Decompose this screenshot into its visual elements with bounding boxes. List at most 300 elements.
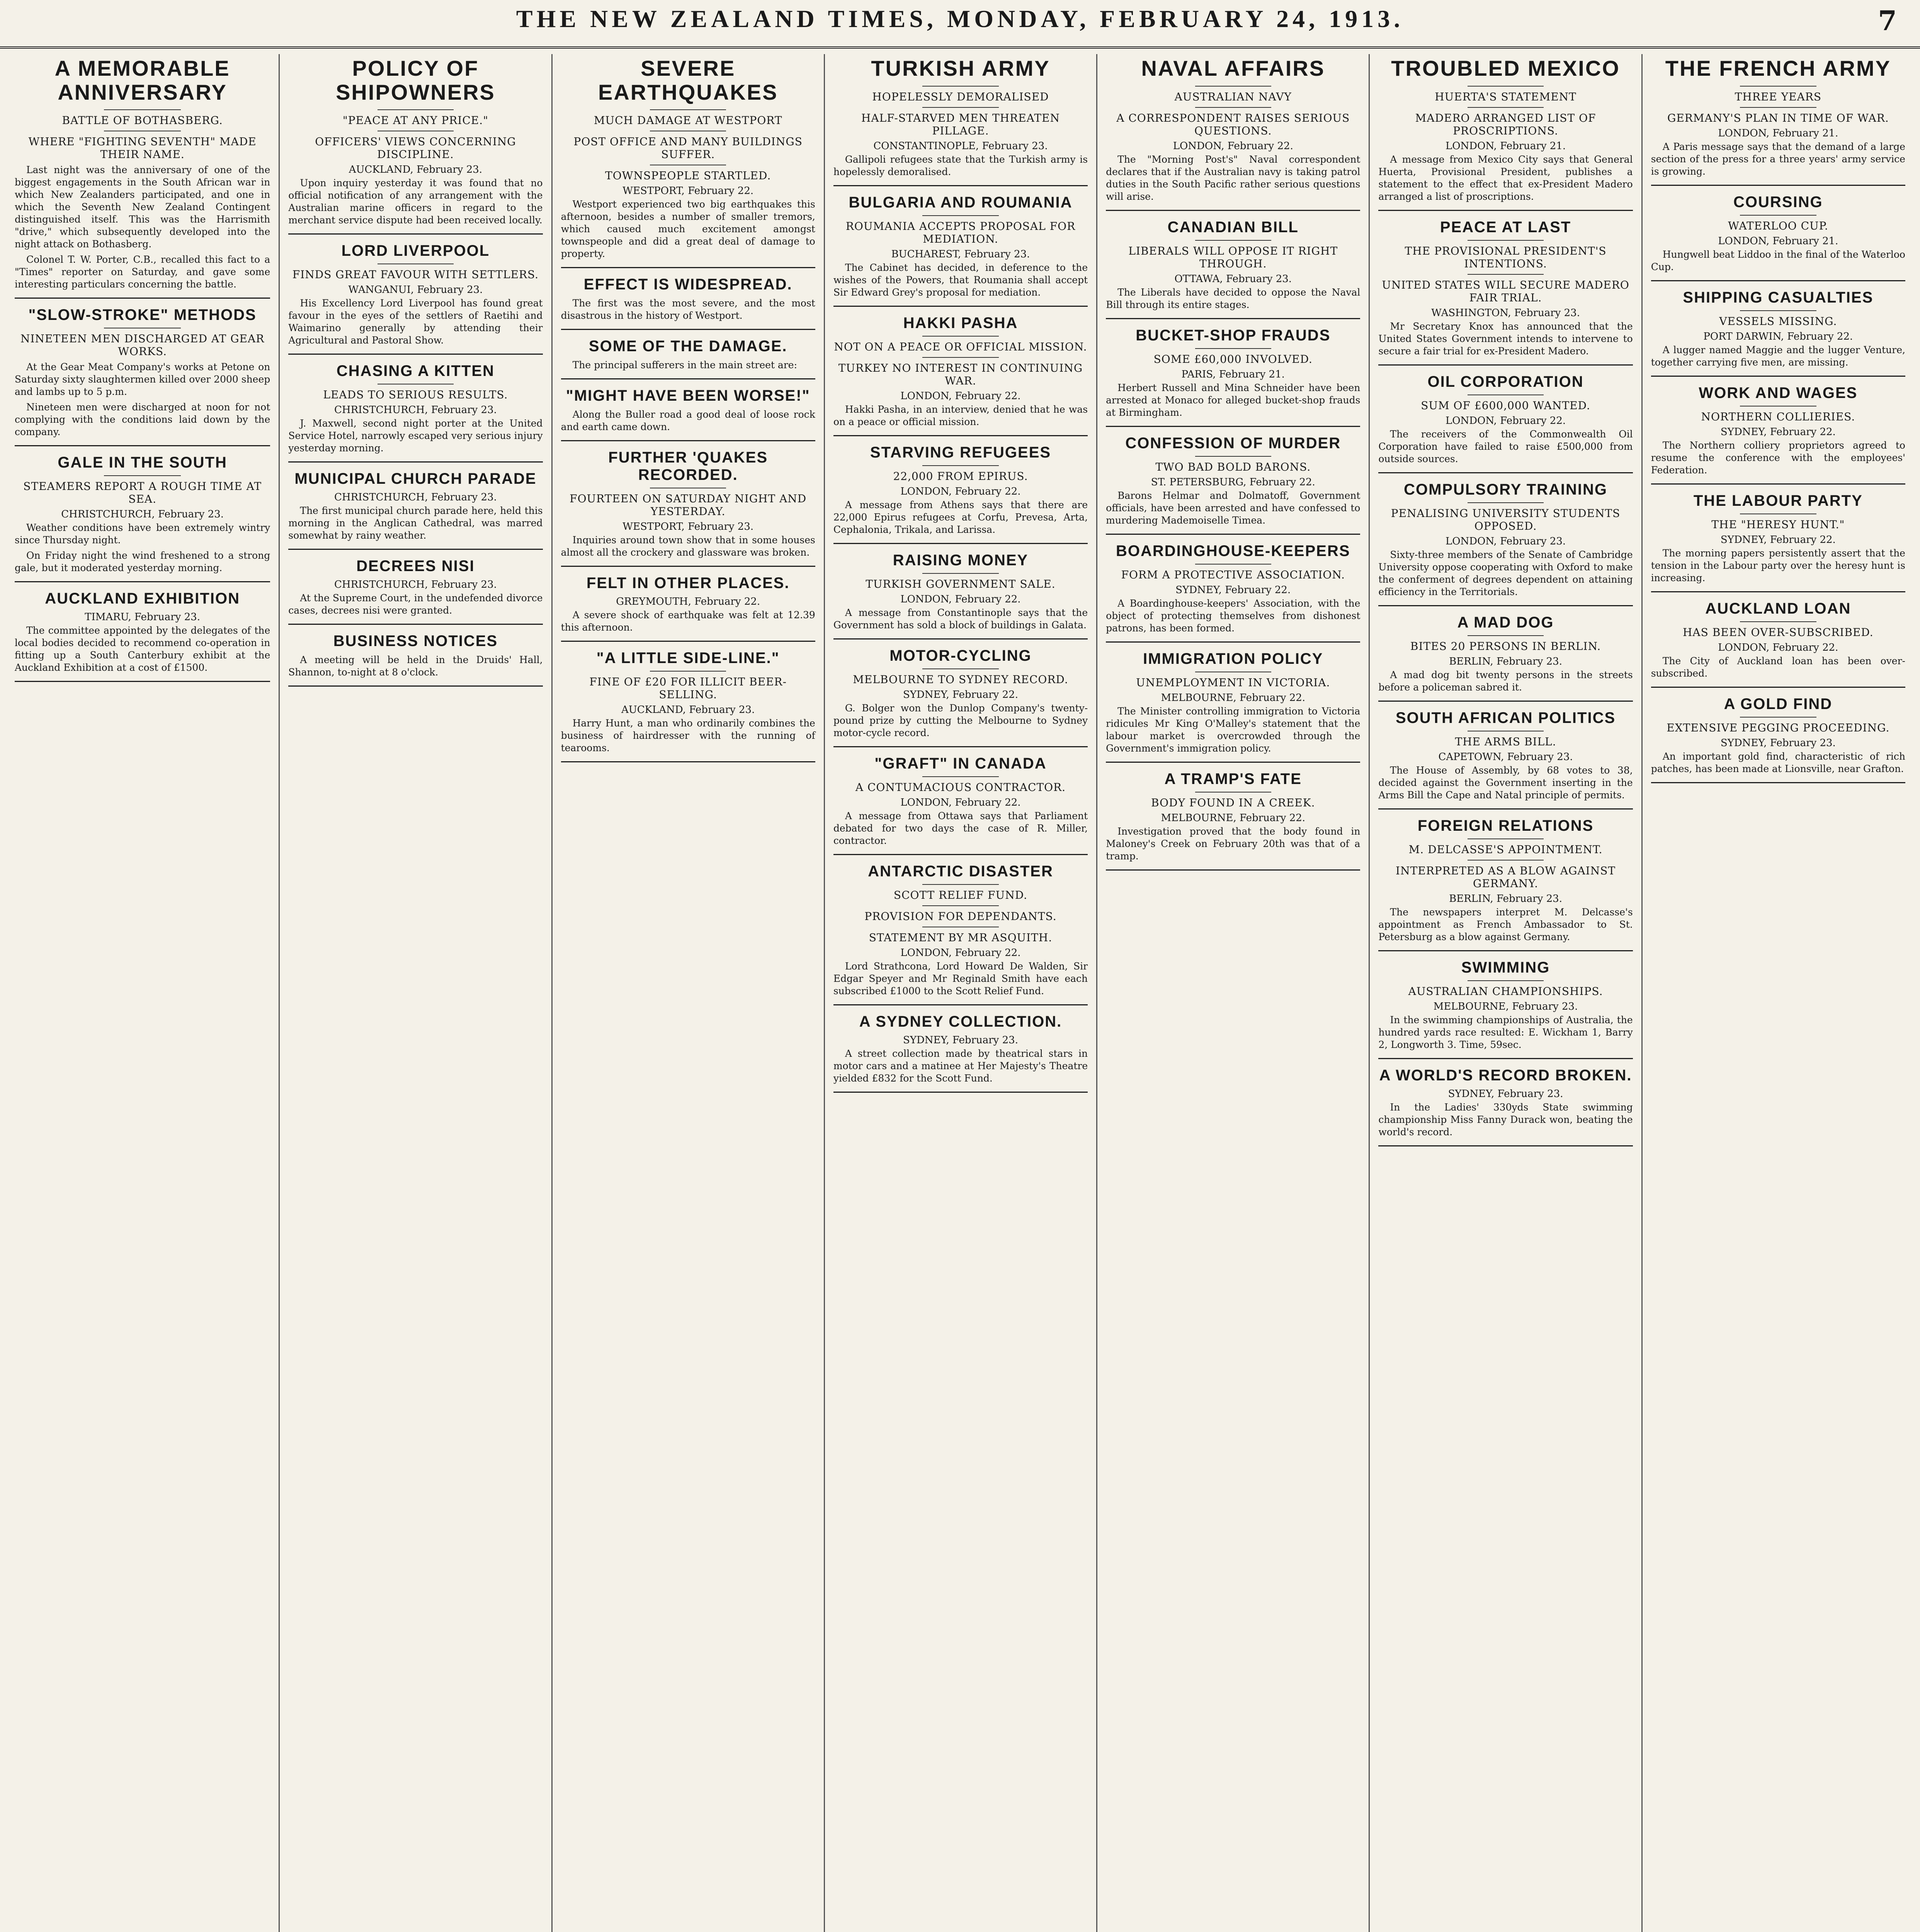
article-headline: A MAD DOG: [1457, 614, 1554, 631]
section-separator: [1378, 1058, 1633, 1059]
article-subheading: PROVISION FOR DEPENDANTS.: [864, 910, 1057, 923]
article: [1651, 600, 1905, 680]
article: [1378, 56, 1633, 203]
article-headline: DECREES NISI: [356, 558, 475, 575]
article-paragraph: Weather conditions have been extremely wintry since Thursday night.: [15, 522, 270, 546]
article-subheading: POST OFFICE AND MANY BUILDINGS SUFFER.: [573, 135, 803, 161]
article: [15, 454, 270, 574]
divider: [1195, 348, 1271, 349]
newspaper-title: THE NEW ZEALAND TIMES, MONDAY, FEBRUARY 24, 1913.: [516, 5, 1404, 32]
article-dateline: TIMARU, February 23.: [85, 611, 200, 623]
article-subheading: MUCH DAMAGE AT WESTPORT: [594, 114, 782, 127]
article-subheading: STEAMERS REPORT A ROUGH TIME AT SEA.: [23, 480, 262, 506]
article-headline: TROUBLED MEXICO: [1391, 56, 1620, 80]
article-headline: AUCKLAND LOAN: [1705, 600, 1851, 617]
article-paragraph: Gallipoli refugees state that the Turkish army is hopelessly demoralised.: [833, 153, 1088, 177]
article-paragraph: At the Gear Meat Company's works at Petone on Saturday sixty slaughtermen killed over 2000 sheep and lambs up to 5 p.m.: [15, 361, 270, 398]
article-paragraph: The receivers of the Commonwealth Oil Corporation have failed to raise £500,000 from outside sources.: [1378, 428, 1633, 464]
article-headline: SOUTH AFRICAN POLITICS: [1395, 709, 1616, 726]
article: [1106, 219, 1360, 311]
divider: [1195, 564, 1271, 565]
article: [1378, 481, 1633, 598]
divider: [922, 465, 998, 466]
article-dateline: BERLIN, February 23.: [1449, 893, 1562, 905]
article-dateline: WANGANUI, February 23.: [348, 284, 483, 296]
divider: [922, 336, 998, 337]
article: [1651, 56, 1905, 178]
divider: [1740, 310, 1816, 311]
article-subheading: MADERO ARRANGED LIST OF PROSCRIPTIONS.: [1415, 111, 1596, 137]
divider: [1740, 215, 1816, 216]
article-subheading: WHERE "FIGHTING SEVENTH" MADE THEIR NAME.: [28, 135, 257, 161]
article-headline: CANADIAN BILL: [1167, 218, 1299, 236]
article-paragraph: Last night was the anniversary of one of the biggest engagements in the South African war in which New Zealanders participated, and one in which the Seventh New Zealand Contingent distinguished itself. This was the Harrismith "drive," which subsequently developed into the night attack on Bothasberg.: [15, 164, 270, 250]
article-paragraph: A message from Mexico City says that General Huerta, Provisional President, publishes a statement to the effect that ex-President Madero arranged a list of proscriptions.: [1378, 153, 1633, 202]
column-1: [6, 54, 279, 1932]
article-paragraph: A severe shock of earthquake was felt at 12.39 this afternoon.: [561, 609, 815, 633]
article: [1651, 696, 1905, 775]
article-paragraph: Sixty-three members of the Senate of Cambridge University oppose cooperating with Oxford to make the conferment of degrees dependent on attaining efficiency in the Territorials.: [1378, 549, 1633, 597]
article-subheading: AUSTRALIAN NAVY: [1174, 90, 1292, 103]
article-headline: A SYDNEY COLLECTION.: [859, 1013, 1062, 1030]
section-separator: [288, 461, 542, 463]
divider: [922, 107, 998, 108]
article-paragraph: Colonel T. W. Porter, C.B., recalled this fact to a "Times" reporter on Saturday, and gave some interesting particulars concerning the battle.: [15, 254, 270, 290]
divider: [922, 905, 998, 906]
article-headline: WORK AND WAGES: [1699, 384, 1858, 401]
article: [1106, 56, 1360, 203]
article: [561, 575, 815, 634]
article-paragraph: A meeting will be held in the Druids' Hall, Shannon, to-night at 8 o'clock.: [288, 654, 543, 678]
divider: [1468, 860, 1544, 861]
article-subheading: FINE OF £20 FOR ILLICIT BEER-SELLING.: [589, 675, 787, 701]
article: [1651, 492, 1905, 584]
article-subheading: UNEMPLOYMENT IN VICTORIA.: [1136, 676, 1330, 689]
divider: [1468, 86, 1544, 87]
divider: [1740, 717, 1816, 718]
article-headline: "SLOW-STROKE" METHODS: [28, 306, 257, 324]
section-separator: [1378, 950, 1633, 951]
article-paragraph: A message from Ottawa says that Parliament debated for two days the case of R. Miller, contractor.: [833, 810, 1088, 846]
section-separator: [833, 185, 1088, 186]
article-headline: FELT IN OTHER PLACES.: [586, 575, 790, 592]
article-subheading: THE PROVISIONAL PRESIDENT'S INTENTIONS.: [1405, 244, 1607, 270]
section-separator: [561, 378, 815, 379]
article-paragraph: Lord Strathcona, Lord Howard De Walden, Sir Edgar Speyer and Mr Reginald Smith have each subscribed £1000 to the Scott Relief Fund.: [833, 960, 1088, 997]
article: [1106, 650, 1360, 755]
article-paragraph: G. Bolger won the Dunlop Company's twenty-pound prize by cutting the Melbourne to Sydney motor-cycle record.: [833, 702, 1088, 738]
article-subheading: HALF-STARVED MEN THREATEN PILLAGE.: [861, 111, 1060, 137]
article-subheading: TURKISH GOVERNMENT SALE.: [866, 577, 1056, 590]
article-headline: AUCKLAND EXHIBITION: [45, 590, 240, 607]
article-paragraph: Along the Buller road a good deal of loose rock and earth came down.: [561, 409, 815, 433]
article-subheading: NORTHERN COLLIERIES.: [1701, 410, 1855, 423]
article-headline: MUNICIPAL CHURCH PARADE: [294, 470, 537, 488]
article-headline: EFFECT IS WIDESPREAD.: [583, 276, 792, 293]
article-headline: FOREIGN RELATIONS: [1417, 817, 1594, 834]
article-dateline: LONDON, February 21.: [1718, 235, 1838, 247]
article: [833, 444, 1088, 536]
article-dateline: BUCHAREST, February 23.: [891, 248, 1030, 260]
article: [1378, 817, 1633, 943]
article-paragraph: A street collection made by theatrical stars in motor cars and a matinee at Her Majesty's Theatre yielded £832 for the Scott Fund.: [833, 1048, 1088, 1084]
article-subheading: LEADS TO SERIOUS RESULTS.: [323, 388, 508, 401]
divider: [1740, 86, 1816, 87]
article-headline: COMPULSORY TRAINING: [1404, 481, 1608, 498]
divider: [922, 573, 998, 574]
article-subheading: SCOTT RELIEF FUND.: [893, 888, 1028, 901]
article-subheading: HUERTA'S STATEMENT: [1435, 90, 1576, 103]
article-subheading: LIBERALS WILL OPPOSE IT RIGHT THROUGH.: [1128, 244, 1338, 270]
section-separator: [1106, 869, 1360, 871]
divider: [378, 109, 454, 110]
section-separator: [833, 638, 1088, 639]
article-subheading: INTERPRETED AS A BLOW AGAINST GERMANY.: [1396, 864, 1616, 890]
article-paragraph: Inquiries around town show that in some houses almost all the crockery and glassware was broken.: [561, 534, 815, 558]
article-paragraph: Upon inquiry yesterday it was found that no official notification of any arrangement with the Australian marine officers in regard to the merchant service dispute had been received locally.: [288, 177, 543, 226]
article-dateline: LONDON, February 22.: [900, 796, 1021, 808]
article-subheading: WATERLOO CUP.: [1728, 219, 1828, 232]
column-grid: [6, 54, 1914, 1932]
section-separator: [561, 566, 815, 567]
section-separator: [15, 298, 270, 299]
article-subheading: SOME £60,000 INVOLVED.: [1153, 352, 1313, 366]
article: [561, 56, 815, 260]
article-paragraph: Investigation proved that the body found in Maloney's Creek on February 20th was that of a tramp.: [1106, 825, 1360, 862]
article-subheading: FINDS GREAT FAVOUR WITH SETTLERS.: [292, 268, 539, 281]
article-subheading: NINETEEN MEN DISCHARGED AT GEAR WORKS.: [20, 332, 265, 358]
article: [288, 633, 542, 679]
article-paragraph: A mad dog bit twenty persons in the streets before a policeman sabred it.: [1378, 669, 1633, 693]
article-paragraph: The Liberals have decided to oppose the Naval Bill through its entire stages.: [1106, 286, 1360, 310]
article: [833, 552, 1088, 631]
section-separator: [1651, 687, 1905, 688]
article-dateline: LONDON, February 23.: [1445, 535, 1566, 547]
section-separator: [1378, 605, 1633, 606]
section-separator: [1106, 762, 1360, 763]
article: [833, 315, 1088, 428]
article: [833, 194, 1088, 299]
article: [561, 387, 815, 433]
article-paragraph: The newspapers interpret M. Delcasse's appointment as French Ambassador to St. Petersburg as a blow against Germany.: [1378, 906, 1633, 942]
article: [833, 863, 1088, 997]
article-paragraph: The Northern colliery proprietors agreed to resume the conference with the employees' Federation.: [1651, 439, 1905, 476]
article-dateline: LONDON, February 22.: [900, 390, 1021, 402]
article-dateline: CHRISTCHURCH, February 23.: [334, 492, 497, 503]
divider: [650, 671, 726, 672]
article-headline: LORD LIVERPOOL: [341, 242, 490, 260]
section-separator: [833, 306, 1088, 307]
article: [15, 306, 270, 438]
article-paragraph: His Excellency Lord Liverpool has found great favour in the eyes of the settlers of Raetihi and Waimarino generally by attending their Agricultural and Pastoral Show.: [288, 298, 543, 346]
article-dateline: LONDON, February 22.: [900, 593, 1021, 605]
article-headline: MOTOR-CYCLING: [889, 647, 1032, 664]
divider: [1195, 456, 1271, 457]
article-paragraph: A Paris message says that the demand of a large section of the press for a three years' army service is growing.: [1651, 141, 1905, 177]
article-headline: BOARDINGHOUSE-KEEPERS: [1116, 542, 1350, 560]
article-dateline: SYDNEY, February 22.: [1720, 534, 1836, 546]
article-subheading: TURKEY NO INTEREST IN CONTINUING WAR.: [838, 361, 1083, 387]
article-headline: OIL CORPORATION: [1427, 373, 1584, 390]
article-subheading: ROUMANIA ACCEPTS PROPOSAL FOR MEDIATION.: [845, 219, 1076, 245]
article-dateline: CAPETOWN, February 23.: [1438, 751, 1573, 763]
article-dateline: CONSTANTINOPLE, February 23.: [873, 140, 1048, 152]
divider: [1195, 86, 1271, 87]
article-dateline: CHRISTCHURCH, February 23.: [61, 509, 224, 520]
section-separator: [1106, 318, 1360, 319]
divider: [1195, 107, 1271, 108]
section-separator: [1651, 185, 1905, 186]
article: [1106, 770, 1360, 862]
section-separator: [1651, 591, 1905, 592]
section-separator: [1651, 483, 1905, 485]
article: [1378, 709, 1633, 801]
article-dateline: PARIS, February 21.: [1181, 368, 1285, 380]
section-separator: [288, 354, 542, 355]
article-dateline: LONDON, February 22.: [900, 485, 1021, 497]
article-subheading: FORM A PROTECTIVE ASSOCIATION.: [1121, 568, 1345, 581]
article: [15, 56, 270, 291]
section-separator: [288, 233, 542, 235]
article-subheading: THE ARMS BILL.: [1455, 735, 1556, 748]
divider: [1468, 107, 1544, 108]
article-paragraph: Barons Helmar and Dolmatoff, Government officials, have been arrested and have confessed to murdering Mademoiselle Timea.: [1106, 490, 1360, 526]
article: [1651, 289, 1905, 369]
article-subheading: HOPELESSLY DEMORALISED: [872, 90, 1049, 103]
article-subheading: HAS BEEN OVER-SUBSCRIBED.: [1682, 626, 1874, 639]
divider: [1468, 240, 1544, 241]
article-subheading: THREE YEARS: [1735, 90, 1822, 103]
article-dateline: AUCKLAND, February 23.: [621, 704, 755, 716]
article-headline: A GOLD FIND: [1724, 695, 1833, 713]
section-separator: [1106, 534, 1360, 535]
article-headline: BULGARIA AND ROUMANIA: [849, 194, 1073, 211]
article-paragraph: The principal sufferers in the main street are:: [572, 359, 798, 371]
article-paragraph: Nineteen men were discharged at noon for not complying with the conditions laid down by the company.: [15, 401, 270, 438]
article-headline: NAVAL AFFAIRS: [1141, 56, 1325, 80]
article-headline: SWIMMING: [1461, 959, 1550, 976]
divider: [1468, 838, 1544, 839]
divider: [1468, 635, 1544, 636]
article-dateline: CHRISTCHURCH, February 23.: [334, 579, 497, 591]
article-subheading: PENALISING UNIVERSITY STUDENTS OPPOSED.: [1391, 507, 1621, 532]
article-headline: COURSING: [1733, 193, 1823, 211]
article-headline: TURKISH ARMY: [871, 56, 1050, 80]
article-subheading: NOT ON A PEACE OR OFFICIAL MISSION.: [834, 340, 1087, 353]
divider: [1468, 502, 1544, 503]
section-separator: [288, 685, 542, 687]
article-paragraph: J. Maxwell, second night porter at the United Service Hotel, narrowly escaped very serious injury yesterday morning.: [288, 418, 543, 454]
column-2: [279, 54, 551, 1932]
article-headline: CONFESSION OF MURDER: [1125, 434, 1341, 452]
article-headline: GALE IN THE SOUTH: [58, 454, 227, 471]
article: [561, 449, 815, 559]
article-paragraph: A message from Athens says that there are 22,000 Epirus refugees at Corfu, Prevesa, Arta, Cephalonia, Trikala, and Larissa.: [833, 499, 1088, 535]
section-separator: [1106, 210, 1360, 211]
article-dateline: MELBOURNE, February 22.: [1161, 692, 1306, 704]
article-paragraph: The first municipal church parade here, held this morning in the Anglican Cathedral, was marred somewhat by rainy weather.: [288, 505, 543, 541]
article-paragraph: A lugger named Maggie and the lugger Venture, together carrying five men, are missing.: [1651, 344, 1905, 368]
article-subheading: SUM OF £600,000 WANTED.: [1421, 399, 1590, 412]
article-headline: "GRAFT" IN CANADA: [874, 755, 1047, 772]
section-separator: [561, 329, 815, 330]
article-subheading: M. DELCASSE'S APPOINTMENT.: [1408, 843, 1603, 856]
article-dateline: MELBOURNE, February 22.: [1161, 812, 1306, 824]
section-separator: [288, 624, 542, 625]
article: [561, 338, 815, 371]
article-dateline: WESTPORT, February 23.: [622, 521, 754, 533]
section-separator: [1651, 280, 1905, 281]
article: [288, 242, 542, 347]
section-separator: [1378, 701, 1633, 702]
article: [561, 276, 815, 322]
article: [288, 56, 542, 226]
article-subheading: EXTENSIVE PEGGING PROCEEDING.: [1667, 721, 1890, 734]
article-subheading: BITES 20 PERSONS IN BERLIN.: [1410, 639, 1601, 653]
article-headline: "A LITTLE SIDE-LINE.": [596, 650, 780, 667]
article-subheading: OFFICERS' VIEWS CONCERNING DISCIPLINE.: [315, 135, 516, 161]
article-subheading: "PEACE AT ANY PRICE.": [342, 114, 488, 127]
article: [1651, 194, 1905, 273]
article-headline: PEACE AT LAST: [1440, 218, 1571, 236]
section-separator: [561, 440, 815, 441]
divider: [1740, 107, 1816, 108]
article: [1106, 435, 1360, 527]
article-paragraph: The "Morning Post's" Naval correspondent declares that if the Australian navy is taking patrol duties in the South Pacific rather serious questions will arise.: [1106, 153, 1360, 202]
divider: [922, 668, 998, 669]
article-paragraph: On Friday night the wind freshened to a strong gale, but it moderated yesterday morning.: [15, 550, 270, 574]
article-subheading: BODY FOUND IN A CREEK.: [1151, 796, 1315, 809]
article-headline: "MIGHT HAVE BEEN WORSE!": [566, 387, 810, 405]
column-7: [1641, 54, 1914, 1932]
divider: [1468, 274, 1544, 275]
article-paragraph: Hakki Pasha, in an interview, denied that he was on a peace or official mission.: [833, 403, 1088, 427]
column-4: [824, 54, 1096, 1932]
article: [833, 647, 1088, 739]
article-dateline: LONDON, February 22.: [1173, 140, 1293, 152]
article-headline: HAKKI PASHA: [903, 314, 1018, 332]
article: [1378, 373, 1633, 465]
article-paragraph: The first was the most severe, and the most disastrous in the history of Westport.: [561, 298, 815, 321]
article: [1378, 219, 1633, 357]
article-paragraph: An important gold find, characteristic of rich patches, has been made at Lionsville, near Grafton.: [1651, 750, 1905, 774]
section-separator: [15, 581, 270, 582]
section-separator: [15, 445, 270, 446]
article-dateline: WASHINGTON, February 23.: [1431, 307, 1580, 319]
article-subheading: AUSTRALIAN CHAMPIONSHIPS.: [1408, 985, 1603, 998]
divider: [1195, 240, 1271, 241]
article-headline: THE LABOUR PARTY: [1693, 492, 1863, 509]
article: [833, 56, 1088, 178]
article-subheading: GERMANY'S PLAN IN TIME OF WAR.: [1667, 111, 1889, 124]
page-number: 7: [1878, 5, 1897, 37]
article-paragraph: The committee appointed by the delegates of the local bodies decided to recommend co-operation in fitting up a South Canterbury exhibit at the Auckland Exhibition at a cost of £1500.: [15, 625, 270, 673]
divider: [104, 109, 180, 110]
article: [833, 1013, 1088, 1085]
article-subheading: TOWNSPEOPLE STARTLED.: [605, 169, 771, 182]
article-paragraph: In the swimming championships of Australia, the hundred yards race resulted: E. Wickham 1, Barry 2, Longworth 3. Time, 59sec.: [1378, 1014, 1633, 1050]
article-dateline: LONDON, February 21.: [1718, 127, 1838, 139]
section-separator: [1106, 641, 1360, 643]
section-separator: [561, 761, 815, 762]
article-paragraph: Westport experienced two big earthquakes this afternoon, besides a number of smaller tremors, which caused much excitement amongst townspeople and did a great deal of damage to property.: [561, 199, 815, 260]
article: [1106, 543, 1360, 634]
article-subheading: TWO BAD BOLD BARONS.: [1155, 460, 1311, 473]
article-paragraph: The morning papers persistently assert that the tension in the Labour party over the heresy hunt is increasing.: [1651, 547, 1905, 583]
article: [1651, 384, 1905, 476]
article-dateline: OTTAWA, February 23.: [1174, 273, 1292, 285]
article-paragraph: Mr Secretary Knox has announced that the United States Government intends to intervene to secure a fair trial for ex-President Madero.: [1378, 320, 1633, 357]
article: [833, 755, 1088, 847]
article-headline: POLICY OF SHIPOWNERS: [336, 56, 495, 104]
article-paragraph: The Cabinet has decided, in deference to the wishes of the Powers, that Roumania shall accept Sir Edward Grey's proposal for mediation.: [833, 262, 1088, 298]
article-headline: A WORLD'S RECORD BROKEN.: [1379, 1066, 1632, 1084]
article: [1378, 959, 1633, 1051]
article-headline: BUCKET-SHOP FRAUDS: [1136, 327, 1331, 344]
section-separator: [1651, 782, 1905, 783]
section-separator: [561, 641, 815, 642]
section-separator: [561, 267, 815, 268]
section-separator: [1106, 426, 1360, 427]
article-headline: RAISING MONEY: [893, 551, 1029, 569]
article-paragraph: In the Ladies' 330yds State swimming championship Miss Fanny Durack won, beating the world's record.: [1378, 1101, 1633, 1138]
article-subheading: UNITED STATES WILL SECURE MADERO FAIR TRIAL.: [1382, 278, 1629, 304]
article-dateline: WESTPORT, February 22.: [622, 185, 754, 197]
article-paragraph: The Minister controlling immigration to Victoria ridicules Mr King O'Malley's statement that the labour market is overcrowded through the Government's immigration policy.: [1106, 705, 1360, 754]
article-headline: BUSINESS NOTICES: [333, 633, 498, 650]
article-subheading: FOURTEEN ON SATURDAY NIGHT AND YESTERDAY.: [570, 492, 807, 518]
article-paragraph: Herbert Russell and Mina Schneider have been arrested at Monaco for alleged bucket-shop frauds at Birmingham.: [1106, 382, 1360, 418]
article-headline: IMMIGRATION POLICY: [1143, 650, 1323, 667]
article-dateline: MELBOURNE, February 23.: [1433, 1000, 1578, 1012]
article-headline: A TRAMP'S FATE: [1164, 770, 1302, 787]
article-dateline: GREYMOUTH, February 22.: [616, 596, 760, 608]
divider: [104, 475, 180, 476]
masthead: [0, 0, 1920, 49]
article-subheading: A CONTUMACIOUS CONTRACTOR.: [855, 781, 1066, 794]
article-subheading: A CORRESPONDENT RAISES SERIOUS QUESTIONS.: [1116, 111, 1350, 137]
section-separator: [1651, 376, 1905, 377]
article-dateline: LONDON, February 22.: [1718, 641, 1838, 653]
article: [1378, 1067, 1633, 1138]
article-paragraph: The House of Assembly, by 68 votes to 38, decided against the Government inserting in the Arms Bill the Cape and Natal principle of permits.: [1378, 764, 1633, 801]
divider: [1740, 621, 1816, 622]
article-dateline: LONDON, February 22.: [1445, 415, 1566, 427]
column-6: [1369, 54, 1641, 1932]
article-headline: SHIPPING CASUALTIES: [1683, 289, 1874, 306]
article-dateline: SYDNEY, February 22.: [1720, 426, 1836, 438]
divider: [922, 215, 998, 216]
article-dateline: LONDON, February 21.: [1445, 140, 1566, 152]
article-dateline: CHRISTCHURCH, February 23.: [334, 404, 497, 416]
article-paragraph: Harry Hunt, a man who ordinarily combines the business of hairdresser with the running of tearooms.: [561, 718, 815, 754]
article: [288, 362, 542, 454]
article-dateline: SYDNEY, February 22.: [903, 689, 1018, 701]
divider: [922, 776, 998, 777]
divider: [922, 357, 998, 358]
divider: [650, 109, 726, 110]
article-dateline: SYDNEY, February 23.: [1448, 1088, 1563, 1100]
article-headline: STARVING REFUGEES: [870, 444, 1051, 461]
article-subheading: THE "HERESY HUNT.": [1711, 518, 1845, 531]
section-separator: [833, 746, 1088, 747]
article-dateline: ST. PETERSBURG, February 22.: [1151, 476, 1315, 488]
article-headline: FURTHER 'QUAKES RECORDED.: [608, 449, 768, 484]
section-separator: [15, 681, 270, 682]
article-subheading: STATEMENT BY MR ASQUITH.: [869, 931, 1053, 944]
section-separator: [833, 854, 1088, 855]
article-dateline: LONDON, February 22.: [900, 947, 1021, 959]
